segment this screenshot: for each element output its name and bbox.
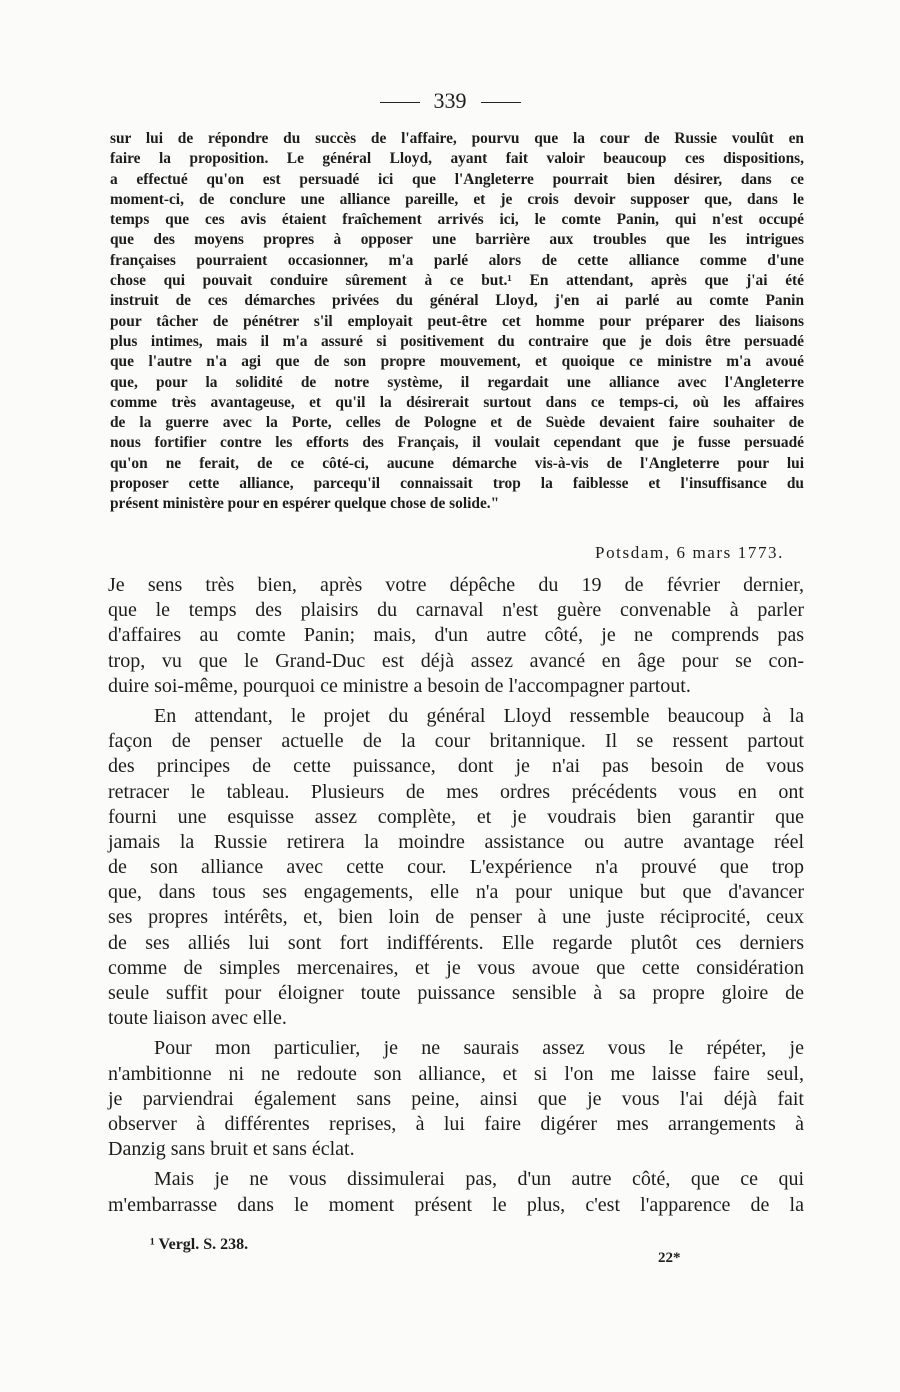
dateline: Potsdam, 6 mars 1773. (595, 543, 784, 562)
quote-line: faire la proposition. Le général Lloyd, ayant fait valoir beaucoup ces dispositions, (110, 150, 804, 168)
header-rule-left (380, 102, 420, 103)
quote-line: comme très avantageuse, et qu'il la désirerait surtout dans ce temps-ci, où les affaires (110, 393, 804, 411)
body-line: toute liaison avec elle. (108, 1007, 287, 1030)
paragraph (108, 573, 804, 699)
quote-line: a effectué qu'on est persuadé ici que l'Angleterre pourrait bien désirer, dans ce (110, 170, 804, 188)
body-line: Pour mon particulier, je ne saurais assez vous le répéter, je (154, 1037, 804, 1060)
body-line: En attendant, le projet du général Lloyd ressemble beaucoup à la (154, 704, 804, 727)
body-line: des principes de cette puissance, dont je n'ai pas besoin de vous (108, 755, 804, 778)
quoted-report (110, 129, 804, 515)
body-line: d'affaires au comte Panin; mais, d'un autre côté, je ne comprends pas (108, 624, 804, 647)
quote-line: moment-ci, de conclure une alliance pareille, et je crois devoir supposer que, dans le (110, 190, 804, 208)
body-line: de ses alliés lui sont fort indifférents. Elle regarde plutôt ces derniers (108, 931, 804, 954)
quote-line: instruit de ces démarches privées du général Lloyd, j'en ai parlé au comte Panin (110, 292, 804, 310)
quote-line: chose qui pouvait conduire sûrement à ce but.¹ En attendant, après que j'ai été (110, 272, 804, 290)
body-line: fourni une esquisse assez complète, et je voudrais bien garantir que (108, 805, 804, 828)
body-line: de son alliance avec cette cour. L'expérience n'a prouvé que trop (108, 856, 804, 879)
header-rule-right (481, 102, 521, 103)
quote-line: que, pour la solidité de notre système, il regardait une alliance avec l'Angleterre (110, 373, 804, 391)
page-header (0, 88, 900, 114)
body-line: que, dans tous ses engagements, elle n'a pour unique but que d'avancer (108, 881, 804, 904)
footnote: ¹ Vergl. S. 238. (150, 1236, 249, 1253)
body-line: trop, vu que le Grand-Duc est déjà assez avancé en âge pour se con- (108, 649, 804, 672)
quote-line: sur lui de répondre du succès de l'affaire, pourvu que la cour de Russie voulût en (110, 130, 804, 147)
body-line: ses propres intérêts, et, bien loin de penser à une juste réciprocité, ceux (108, 906, 804, 929)
body-line: Je sens très bien, après votre dépêche du 19 de février dernier, (108, 574, 804, 596)
quote-line: de la guerre avec la Porte, celles de Pologne et de Suède devaient faire souhaiter de (110, 414, 804, 432)
quote-line: nous fortifier contre les efforts des Français, il voulait cependant que je fusse persuadé (110, 434, 804, 452)
quote-line: que l'autre n'a agi que de son propre mouvement, et quoique ce ministre m'a avoué (110, 353, 804, 371)
body-line: duire soi-même, pourquoi ce ministre a besoin de l'accompagner partout. (108, 674, 691, 697)
quote-line: que des moyens propres à opposer une barrière aux troubles que les intrigues (110, 231, 804, 249)
body-line: je parviendrai également sans peine, ainsi que je vous l'ai déjà fait (108, 1087, 804, 1110)
signature-mark: 22* (658, 1250, 681, 1266)
quote-line: temps que ces avis étaient fraîchement arrivés ici, le comte Panin, qui n'est occupé (110, 211, 804, 229)
quote-line: plus intimes, mais il m'a assuré si positivement du contraire que je dois être persuadé (110, 332, 804, 350)
body-line: m'embarrasse dans le moment présent le plus, c'est l'apparence de la (108, 1193, 804, 1216)
quote-line: pour tâcher de pénétrer s'il employait peut-être cet homme pour préparer des liaisons (110, 312, 804, 330)
page-number: 339 (433, 88, 467, 113)
quote-line: qu'on ne ferait, de ce côté-ci, aucune démarche vis-à-vis de l'Angleterre pour lui (110, 454, 804, 472)
body-line: comme de simples mercenaires, et je vous avoue que cette considération (108, 956, 804, 979)
quote-line: proposer cette alliance, parcequ'il connaissait trop la faiblesse et l'insuffisance du (110, 475, 804, 493)
body-line: que le temps des plaisirs du carnaval n'est guère convenable à parler (108, 599, 804, 622)
paragraph (108, 704, 804, 1031)
body-line: observer à différentes reprises, à lui faire digérer mes arrangements à (108, 1112, 804, 1135)
letter-body (108, 573, 804, 1223)
body-line: retracer le tableau. Plusieurs de mes ordres précédents vous en ont (108, 780, 804, 803)
body-line: n'ambitionne ni ne redoute son alliance, et si l'on me laisse faire seul, (108, 1062, 804, 1085)
quote-line: françaises pourraient occasionner, m'a parlé alors de cette alliance comme d'une (110, 251, 804, 269)
body-line: Danzig sans bruit et sans éclat. (108, 1138, 355, 1161)
paragraph (108, 1167, 804, 1217)
body-line: Mais je ne vous dissimulerai pas, d'un autre côté, que ce qui (154, 1168, 804, 1191)
paragraph (108, 1036, 804, 1162)
quote-line: présent ministère pour en espérer quelque chose de solide." (110, 495, 500, 513)
body-line: jamais la Russie retirera la moindre assistance ou autre avantage réel (108, 830, 804, 853)
body-line: seule suffit pour éloigner toute puissance sensible à sa propre gloire de (108, 982, 804, 1004)
body-line: façon de penser actuelle de la cour britannique. Il se ressent partout (108, 730, 804, 753)
